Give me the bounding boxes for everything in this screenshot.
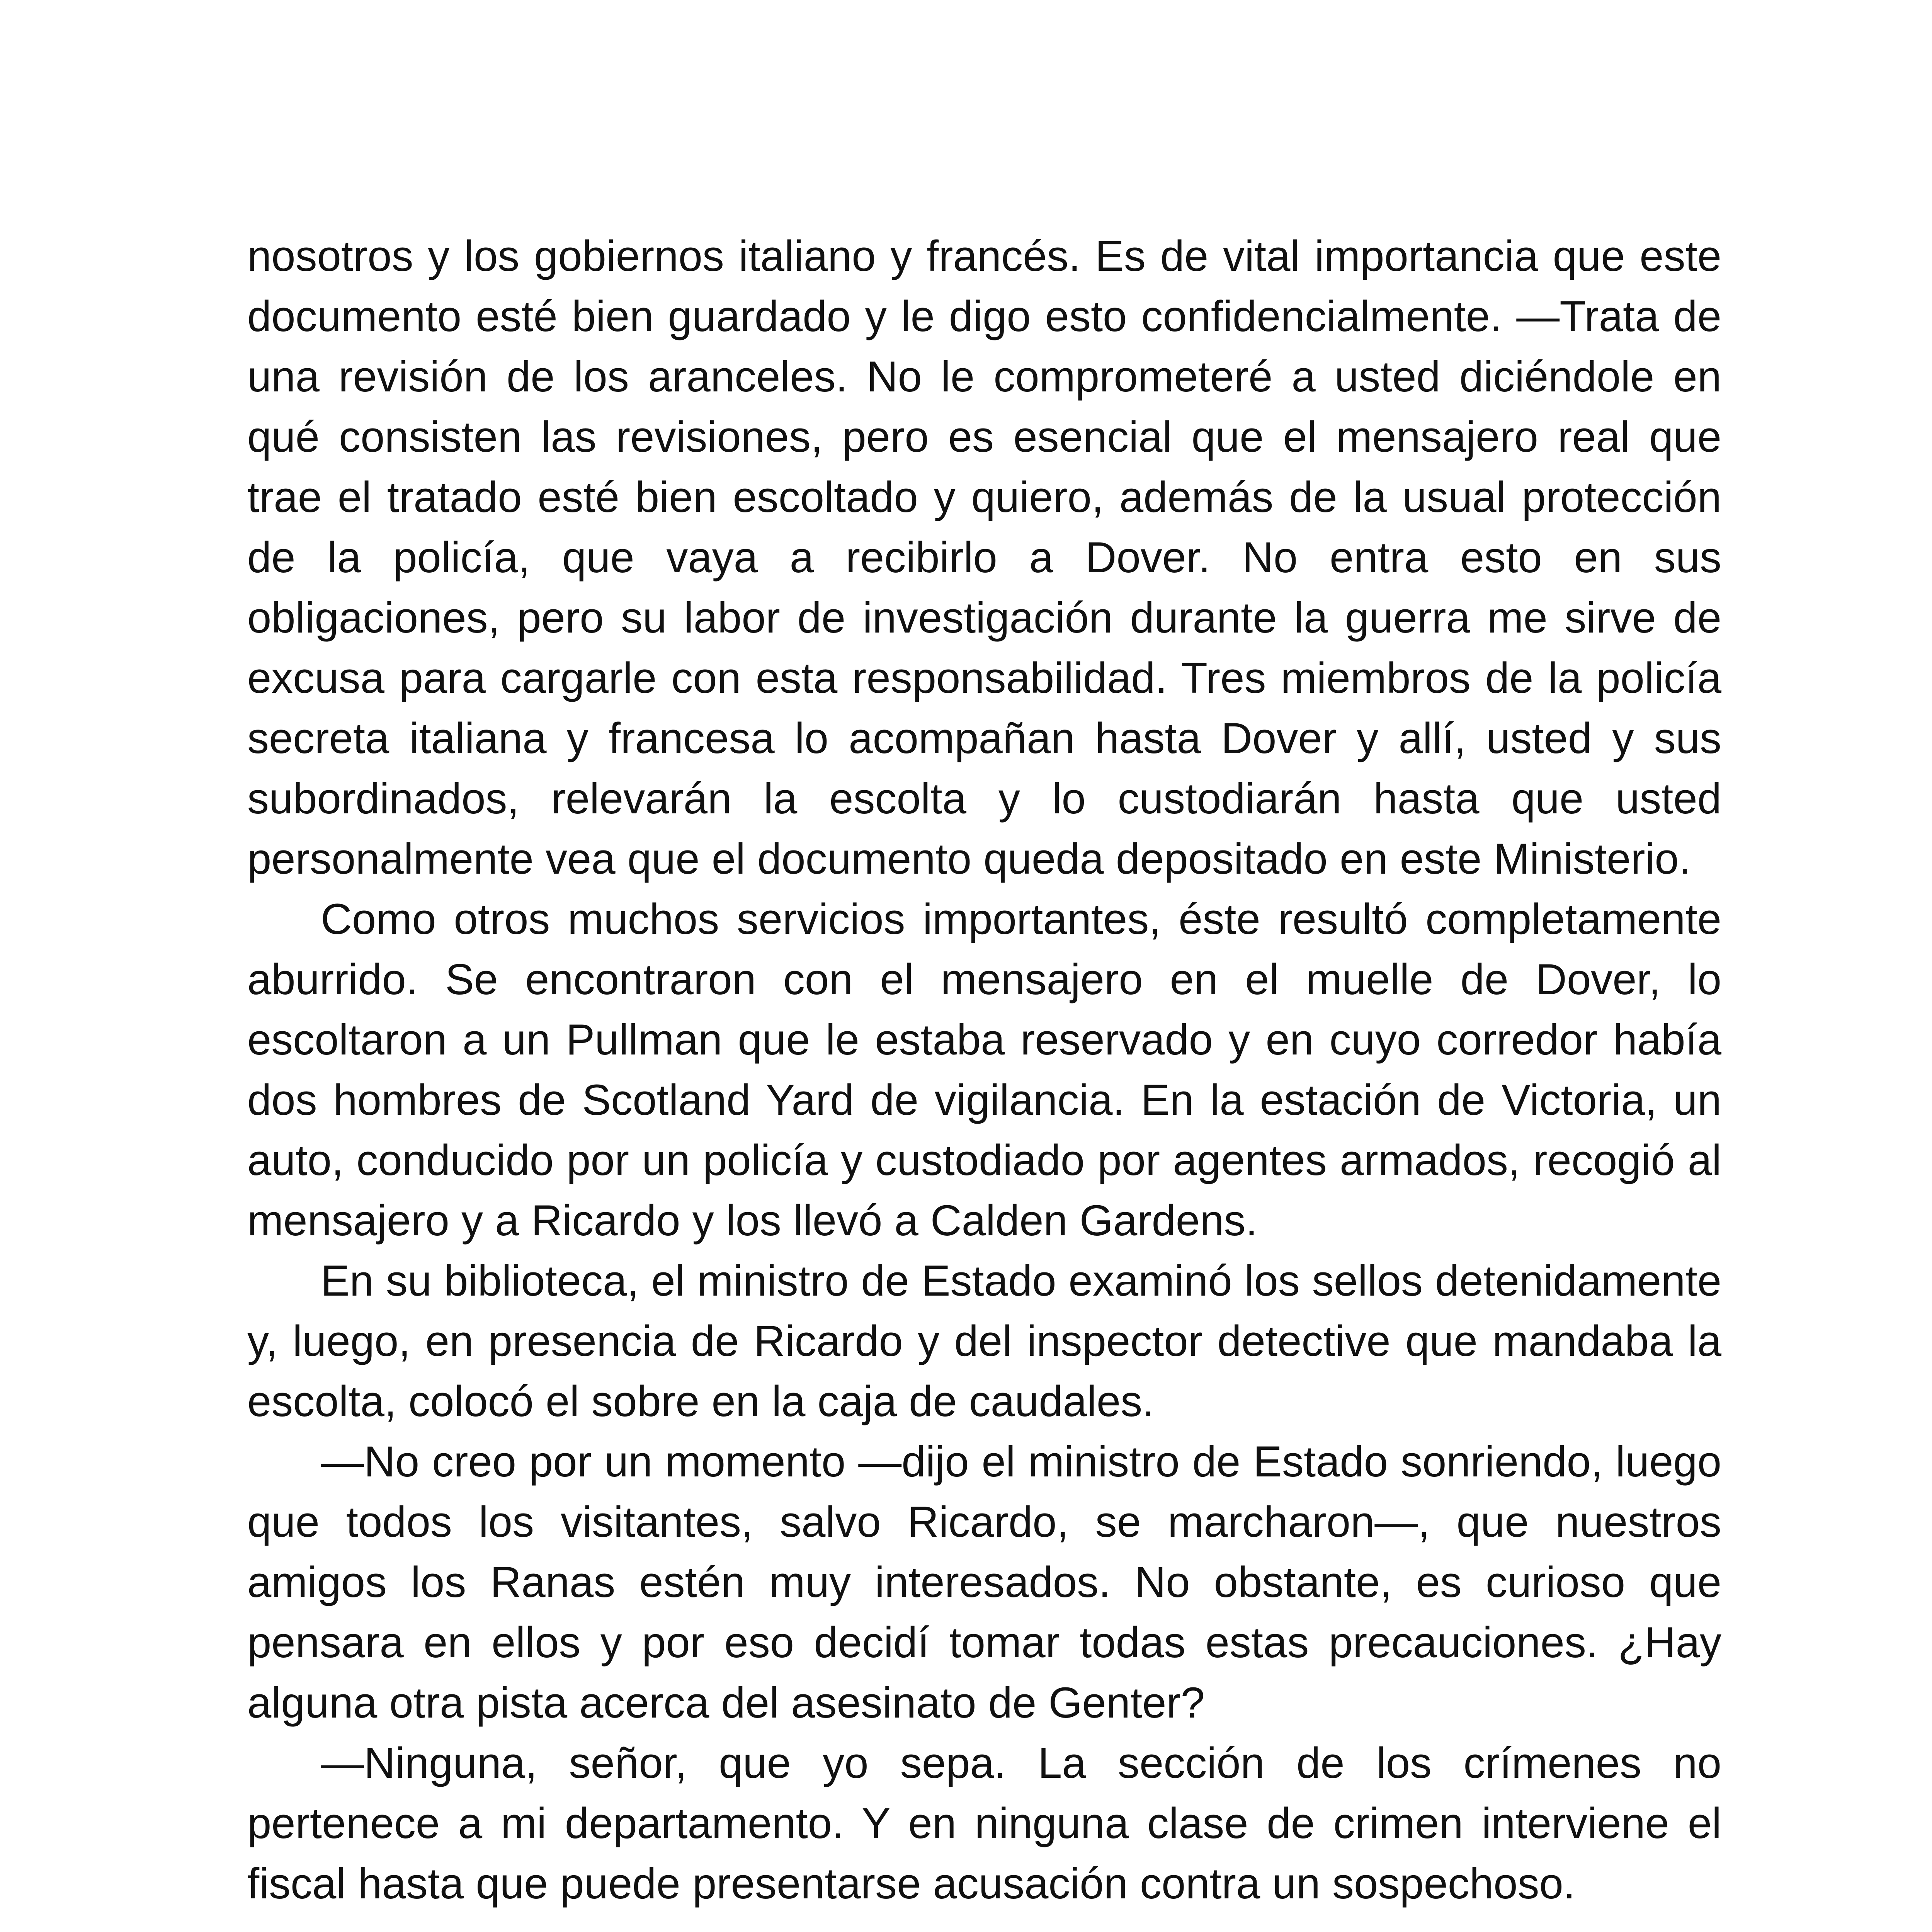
body-text bbox=[247, 226, 1721, 1914]
paragraph-4: —No creo por un momento —dijo el ministro de Estado sonriendo, luego que todos los visitantes, salvo Ricardo, se marcharon—, que nuestros amigos los Ranas estén muy interesados. No obstante, es curioso que pensara en ellos y por eso decidí tomar todas estas precauciones. ¿Hay alguna otra pista acerca del asesinato de Genter? bbox=[247, 1437, 1721, 1727]
paragraph-1: nosotros y los gobiernos italiano y francés. Es de vital importancia que este documento esté bien guardado y le digo esto confidencialmente. —Trata de una revisión de los aranceles. No le comprometeré a usted diciéndole en qué consisten las revisiones, pero es esencial que el mensajero real que trae el tratado esté bien escoltado y quiero, además de la usual protección de la policía, que vaya a recibirlo a Dover. No entra esto en sus obligaciones, pero su labor de investigación durante la guerra me sirve de excusa para cargarle con esta responsabilidad. Tres miembros de la policía secreta italiana y francesa lo acompañan hasta Dover y allí, usted y sus subordinados, relevarán la escolta y lo custodiarán hasta que usted personalmente vea que el documento queda depositado en este Ministerio. bbox=[247, 232, 1721, 883]
paragraph-5: —Ninguna, señor, que yo sepa. La sección de los crímenes no pertenece a mi departamento. Y en ninguna clase de crimen interviene el fiscal hasta que puede presentarse acusación contra un sospechoso. bbox=[247, 1739, 1721, 1908]
paragraph-2: Como otros muchos servicios importantes, éste resultó completamente aburrido. Se encontraron con el mensajero en el muelle de Dover, lo escoltaron a un Pullman que le estaba reservado y en cuyo corredor había dos hombres de Scotland Yard de vigilancia. En la estación de Victoria, un auto, conducido por un policía y custodiado por agentes armados, recogió al mensajero y a Ricardo y los llevó a Calden Gardens. bbox=[247, 895, 1721, 1245]
paragraph-3: En su biblioteca, el ministro de Estado examinó los sellos detenidamente y, luego, en presencia de Ricardo y del inspector detective que mandaba la escolta, colocó el sobre en la caja de caudales. bbox=[247, 1257, 1721, 1425]
